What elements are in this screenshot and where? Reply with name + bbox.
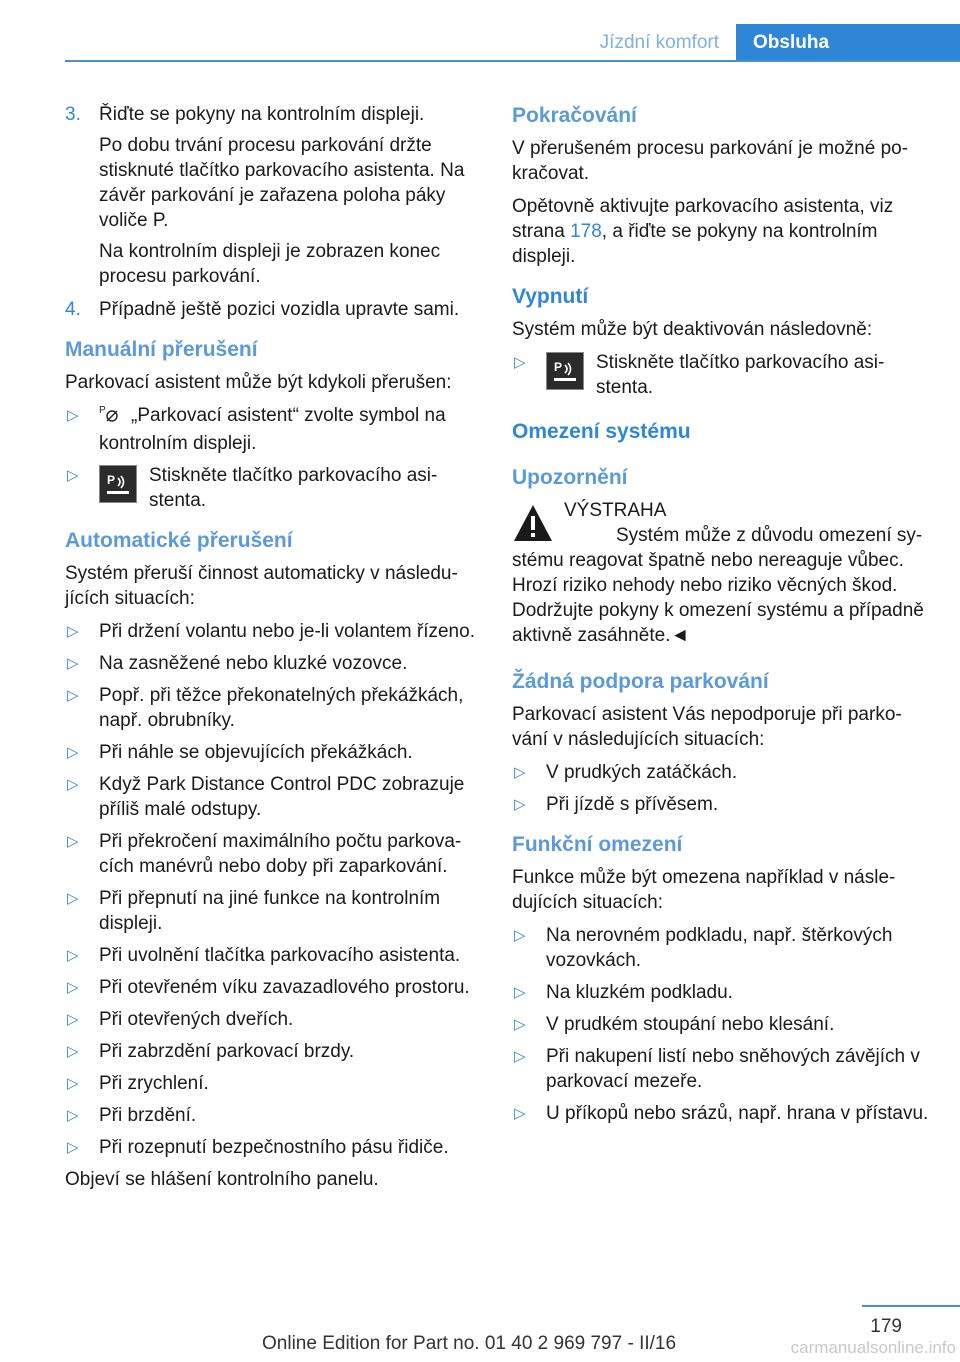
heading-auto-interrupt: Automatické přerušení [65, 529, 293, 552]
step-number: 4. [65, 299, 81, 320]
bullet-triangle-icon: ▷ [67, 655, 79, 672]
page-header [65, 24, 960, 62]
list-item [65, 943, 483, 968]
warning-block [512, 498, 930, 648]
heading-function-limits: Funkční omezení [512, 833, 683, 856]
bullet-triangle-icon: ▷ [67, 776, 79, 793]
list-item-text: Při náhle se objevujících překážkách. [99, 742, 413, 763]
list-item-text: V prudkém stoupání nebo klesání. [546, 1014, 835, 1035]
list-item-text: Stiskněte tlačítko parkovacího asistenta. [149, 465, 438, 511]
list-item [65, 886, 483, 936]
list-item-text: U příkopů nebo srázů, např. hrana v přístavu. [546, 1103, 929, 1124]
list-item-text: Při rozepnutí bezpečnostního pásu řidiče. [99, 1137, 449, 1158]
paragraph: Parkovací asistent Vás nepodporuje při parkování v následujících situacích: [512, 704, 902, 750]
list-item-text: Při brzdění. [99, 1105, 197, 1126]
bullet-triangle-icon: ▷ [514, 984, 526, 1001]
list-item-text: Při překročení maximálního počtu parkovacích manévrů nebo doby při zaparkování. [99, 831, 462, 877]
bullet-triangle-icon: ▷ [67, 1043, 79, 1060]
list-item [65, 1103, 483, 1128]
list-item [65, 740, 483, 765]
list-item-text: Když Park Distance Control PDC zobrazuje příliš malé odstupy. [99, 774, 465, 820]
bullet-triangle-icon: ▷ [67, 1107, 79, 1124]
list-item [512, 350, 930, 400]
page-number: 179 [870, 1316, 902, 1337]
auto-interrupt-list [65, 619, 483, 1160]
list-item [512, 980, 930, 1005]
list-item [65, 619, 483, 644]
bullet-triangle-icon: ▷ [67, 623, 79, 640]
list-item-text: Při držení volantu nebo je-li volantem řízeno. [99, 621, 475, 642]
step-text: Případně ještě pozici vozidla upravte sami. [99, 299, 460, 320]
bullet-triangle-icon: ▷ [67, 407, 79, 424]
list-item [65, 463, 483, 513]
list-item-text: Při otevřených dveřích. [99, 1009, 294, 1030]
list-item [512, 792, 930, 817]
step-paragraph: Po dobu trvání procesu parkování držte stisknuté tlačítko parkovacího asistenta. Na závěr parkování je zařazena poloha páky voliče P. [99, 135, 465, 231]
header-rule [65, 60, 960, 62]
list-item-text: „Parkovací asistent“ zvolte symbol na kontrolním displeji. [99, 405, 446, 454]
list-item [512, 1044, 930, 1094]
list-item-text: Při uvolnění tlačítka parkovacího asistenta. [99, 945, 461, 966]
paragraph: Systém přeruší činnost automaticky v následujících situacích: [65, 563, 458, 609]
list-item [65, 772, 483, 822]
list-item [65, 683, 483, 733]
watermark: carmanualsonline.info [790, 1338, 956, 1357]
step-3 [65, 102, 483, 289]
list-item [512, 1012, 930, 1037]
bullet-triangle-icon: ▷ [67, 1075, 79, 1092]
bullet-triangle-icon: ▷ [514, 1016, 526, 1033]
heading-deactivate: Vypnutí [512, 285, 589, 308]
paragraph-text: Opětovně aktivujte parkovacího asistenta, viz strana [512, 196, 894, 242]
paragraph: Objeví se hlášení kontrolního panelu. [65, 1169, 379, 1190]
list-item [512, 1101, 930, 1126]
paragraph: Funkce může být omezena například v následujících situacích: [512, 867, 896, 913]
page-reference-link[interactable]: 178 [570, 221, 602, 242]
paragraph: Parkovací asistent může být kdykoli přerušen: [65, 372, 452, 393]
bullet-triangle-icon: ▷ [67, 1011, 79, 1028]
warning-triangle-icon [512, 502, 554, 544]
paragraph [512, 194, 930, 269]
list-item-text: Na kluzkém podkladu. [546, 982, 733, 1003]
bullet-triangle-icon: ▷ [67, 833, 79, 850]
parking-assistant-button-icon [546, 352, 584, 390]
warning-label: VÝSTRAHA [564, 500, 667, 521]
heading-system-limits: Omezení systému [512, 420, 691, 443]
footer-edition: Online Edition for Part no. 01 40 2 969 797 - II/16 [262, 1333, 677, 1354]
list-item-text: Při zrychlení. [99, 1073, 209, 1094]
list-item [65, 403, 483, 456]
list-item [65, 1039, 483, 1064]
paragraph-text: , a řiďte se pokyny na kontrolním displeji. [512, 221, 878, 267]
chapter-tab[interactable]: Obsluha [736, 24, 960, 62]
list-item-text: Při zabrzdění parkovací brzdy. [99, 1041, 355, 1062]
bullet-triangle-icon: ▷ [514, 1105, 526, 1122]
step-text: Řiďte se pokyny na kontrolním displeji. [99, 104, 425, 125]
heading-continue: Pokračování [512, 104, 637, 127]
section-tab[interactable]: Jízdní komfort [599, 32, 719, 53]
bullet-triangle-icon: ▷ [67, 687, 79, 704]
bullet-triangle-icon: ▷ [67, 744, 79, 761]
list-item-text: Na nerovném podkladu, např. štěrkových vozovkách. [546, 925, 893, 971]
bullet-triangle-icon: ▷ [514, 1048, 526, 1065]
svg-text:P: P [99, 405, 106, 416]
list-item [512, 760, 930, 785]
list-item [65, 975, 483, 1000]
list-item-text: Stiskněte tlačítko parkovacího asistenta. [596, 352, 885, 398]
bullet-triangle-icon: ▷ [67, 890, 79, 907]
footer-rule [862, 1305, 960, 1307]
list-item-text: Při nakupení listí nebo sněhových závějích v parkovací mezeře. [546, 1046, 920, 1092]
step-number: 3. [65, 104, 81, 125]
list-item [65, 829, 483, 879]
bullet-triangle-icon: ▷ [67, 467, 79, 484]
list-item [65, 1007, 483, 1032]
list-item-text: Při otevřeném víku zavazadlového prostoru. [99, 977, 470, 998]
step-4 [65, 297, 483, 322]
list-item-text: Na zasněžené nebo kluzké vozovce. [99, 653, 408, 674]
heading-no-support: Žádná podpora parkování [512, 670, 769, 693]
list-item-text: Popř. při těžce překonatelných překážkách, např. obrubníky. [99, 685, 464, 731]
bullet-triangle-icon: ▷ [67, 947, 79, 964]
list-item [65, 651, 483, 676]
list-item-text: Při jízdě s přívěsem. [546, 794, 719, 815]
paragraph: Systém může být deaktivován následovně: [512, 319, 873, 340]
right-column [512, 102, 930, 1133]
parking-assistant-symbol-icon [99, 404, 123, 431]
list-item [512, 923, 930, 973]
bullet-triangle-icon: ▷ [67, 1139, 79, 1156]
heading-notes: Upozornění [512, 466, 628, 489]
left-column [65, 102, 483, 1200]
parking-assistant-button-icon [99, 465, 137, 503]
svg-text:P: P [107, 473, 116, 487]
heading-manual-interrupt: Manuální přerušení [65, 338, 258, 361]
bullet-triangle-icon: ▷ [514, 354, 526, 371]
bullet-triangle-icon: ▷ [514, 796, 526, 813]
bullet-triangle-icon: ▷ [67, 979, 79, 996]
list-item-text: Při přepnutí na jiné funkce na kontrolním displeji. [99, 888, 441, 934]
bullet-triangle-icon: ▷ [514, 927, 526, 944]
step-paragraph: Na kontrolním displeji je zobrazen konec procesu parkování. [99, 241, 441, 287]
paragraph: V přerušeném procesu parkování je možné pokračovat. [512, 138, 909, 184]
bullet-triangle-icon: ▷ [514, 764, 526, 781]
list-item-text: V prudkých zatáčkách. [546, 762, 738, 783]
list-item [65, 1135, 483, 1160]
warning-text: Systém může z důvodu omezení systému reagovat špatně nebo nereaguje vůbec. Hrozí riziko nehody nebo riziko věcných škod. Dodržujte pokyny k omezení systému a případně aktivně zasáhněte.◄ [512, 525, 924, 646]
svg-text:P: P [554, 360, 563, 374]
list-item [65, 1071, 483, 1096]
